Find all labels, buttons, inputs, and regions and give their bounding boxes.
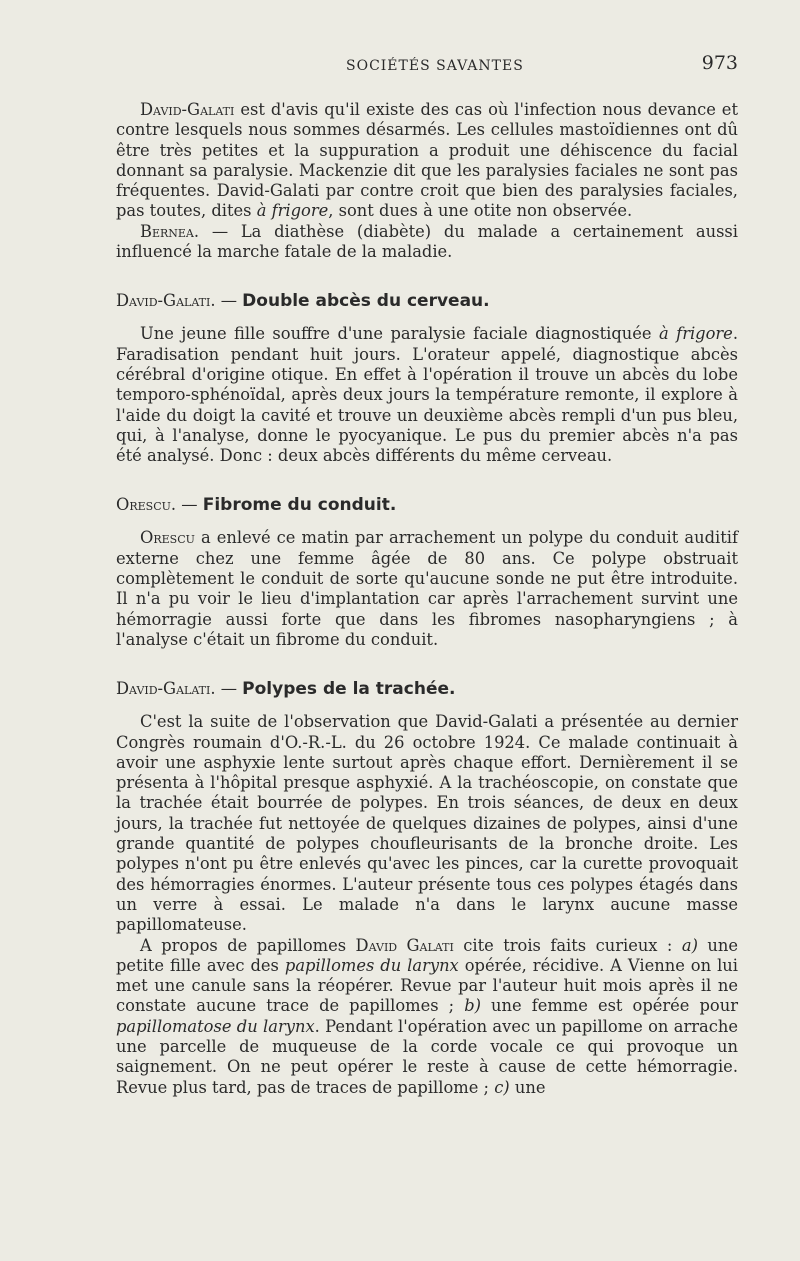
- page-number: 973: [701, 52, 738, 74]
- page-header: [116, 52, 738, 82]
- paragraph-polypes-2: A propos de papillomes David Galati cite trois faits curieux : a) une petite fille avec des papillomes du larynx opérée, récidive. A Vienne on lui met une canule sans la réopérer. Revue par l'auteur huit mois après il ne constate aucune trace de papillomes ; b) une femme est opérée pour papillomatose du larynx. Pendant l'opération avec un papillome on arrache une parcelle de muqueuse de la corde vocale ce qui provoque un saignement. On ne peut opérer le reste à cause de cette hémorragie. Revue plus tard, pas de traces de papillome ; c) une: [116, 935, 738, 1097]
- section-title: Double abcès du cerveau.: [242, 291, 490, 312]
- section-heading-abces: David-Galati. — Double abcès du cerveau.: [116, 291, 490, 312]
- section-heading-fibrome: Orescu. — Fibrome du conduit.: [116, 495, 397, 516]
- section-title: Fibrome du conduit.: [202, 495, 397, 516]
- section-heading-polypes: David-Galati. — Polypes de la trachée.: [116, 679, 456, 700]
- section-title: Polypes de la trachée.: [242, 679, 456, 700]
- paragraph-polypes-1: C'est la suite de l'observation que David-Galati a présentée au dernier Congrès roumain d'O.-R.-L. du 26 octobre 1924. Ce malade continuait à avoir une asphyxie lente surtout après chaque effort. Dernièrement il se présenta à l'hôpital presque asphyxié. A la trachéoscopie, on constate que la trachée était bourrée de polypes. En trois séances, de deux en deux jours, la trachée fut nettoyée de quelques dizaines de polypes, ainsi d'une grande quantité de polypes choufleurisants de la bronche droite. Les polypes n'ont pu être enlevés qu'avec les pinces, car la curette provoquait des hémorragies énormes. L'auteur présente tous ces polypes étagés dans un verre à essai. Le malade n'a dans le larynx aucune masse papillomateuse.: [116, 712, 738, 935]
- speaker-name: David-Galati: [140, 100, 235, 119]
- paragraph-bernea: Bernea. — La diathèse (diabète) du malade a certainement aussi influencé la marche fatale de la maladie.: [116, 221, 738, 262]
- paragraph-david-galati-avis: David-Galati est d'avis qu'il existe des cas où l'infection nous devance et contre lesquels nous sommes désarmés. Les cellules mastoïdiennes ont dû être très petites et la suppuration a produit une déhiscence du facial donnant sa paralysie. Mackenzie dit que les paralysies faciales ne sont pas fréquentes. David-Galati par contre croit que bien des paralysies faciales, pas toutes, dites à frigore, sont dues à une otite non observée.: [116, 100, 738, 221]
- running-title: SOCIÉTÉS SAVANTES: [346, 58, 524, 74]
- paragraph-abces: Une jeune fille souffre d'une paralysie faciale diagnostiquée à frigore. Faradisation pendant huit jours. L'orateur appelé, diagnostique abcès cérébral d'origine otique. En effet à l'opération il trouve un abcès du lobe temporo-sphénoïdal, après deux jours la température remonte, il explore à l'aide du doigt la cavité et trouve un deuxième abcès rempli d'un pus bleu, qui, à l'analyse, donne le pyocyanique. Le pus du premier abcès n'a pas été analysé. Donc : deux abcès différents du même cerveau.: [116, 324, 739, 466]
- speaker-name: Bernea.: [140, 221, 200, 241]
- paragraph-fibrome: Orescu a enlevé ce matin par arrachement un polype du conduit auditif externe chez une femme âgée de 80 ans. Ce polype obstruait complètement le conduit de sorte qu'aucune sonde ne put être introduite. Il n'a pu voir le lieu d'implantation car après l'arrachement survint une hémorragie aussi forte que dans les fibromes nasopharyngiens ; à l'analyse c'était un fibrome du conduit.: [116, 528, 738, 649]
